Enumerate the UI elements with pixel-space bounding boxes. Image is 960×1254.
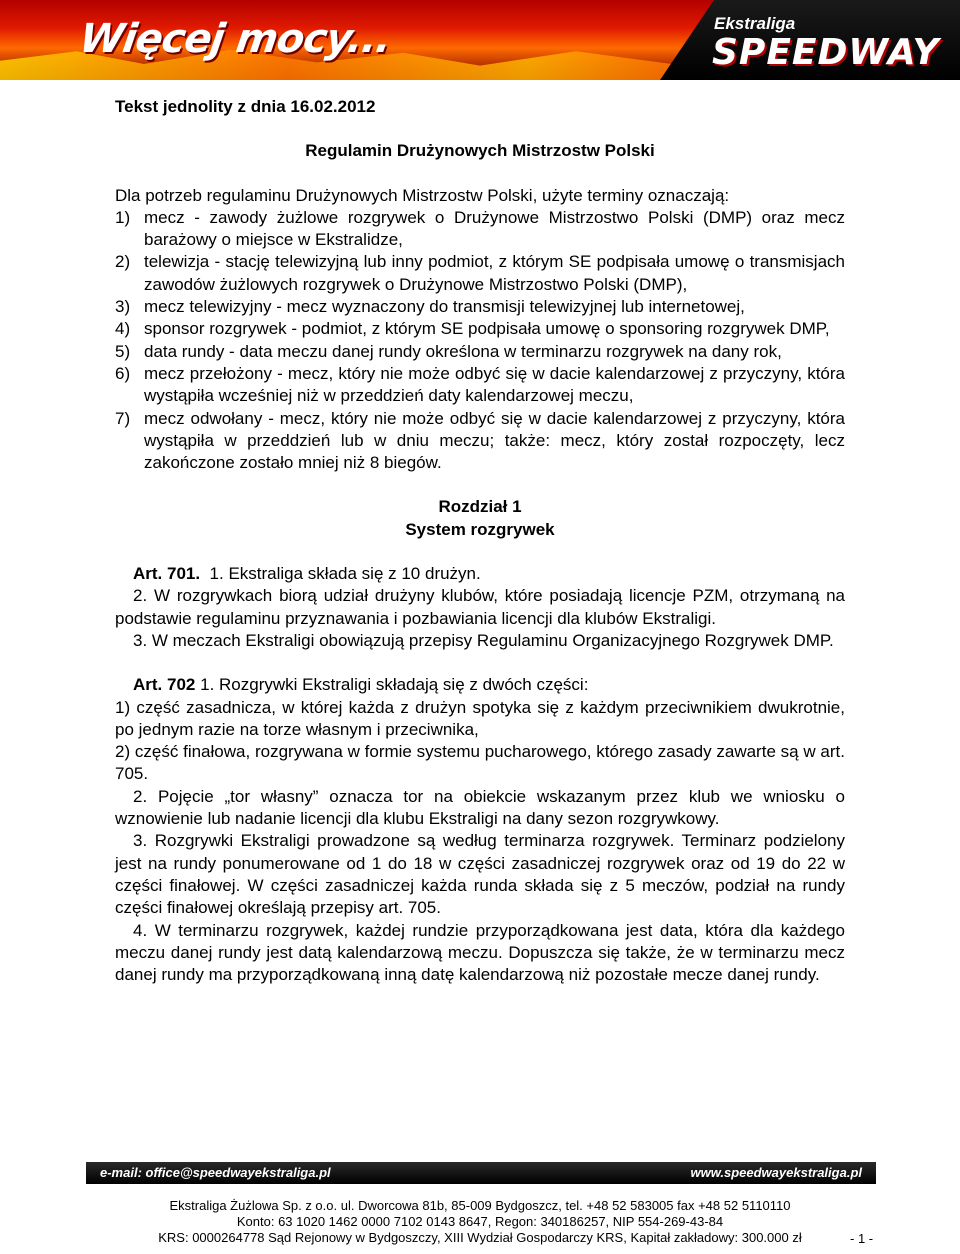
art-702-label: Art. 702 bbox=[133, 675, 196, 695]
art-702-p1 bbox=[115, 674, 845, 696]
definition-text: mecz - zawody żużlowe rozgrywek o Drużynowe Mistrzostwo Polski (DMP) oraz mecz barażowy o miejsce w Ekstralidze, bbox=[144, 207, 845, 250]
definition-item bbox=[115, 207, 845, 252]
definition-number: 3) bbox=[115, 297, 131, 317]
art-701-p1-text: 1. Ekstraliga składa się z 10 drużyn. bbox=[209, 564, 481, 584]
definition-number: 1) bbox=[115, 207, 131, 227]
definition-item bbox=[115, 408, 845, 475]
footer-contact-bar bbox=[86, 1162, 876, 1184]
art-702-p4: 4. W terminarzu rozgrywek, każdej rundzie przyporządkowana jest data, która dla każdego meczu danej rundy jest datą kalendarzową meczu. Dopuszcza się także, że w terminarzu mecz danej rundy ma przyporządkowaną inną datę kalendarzową niż pozostałe mecze danej rundy. bbox=[115, 920, 845, 985]
art-702-list-2: 2) część finałowa, rozgrywana w formie systemu pucharowego, którego zasady zawarte są w art. 705. bbox=[115, 742, 845, 784]
definition-item bbox=[115, 318, 845, 340]
document-title: Regulamin Drużynowych Mistrzostw Polski bbox=[305, 141, 655, 161]
footer-website[interactable]: www.speedwayekstraliga.pl bbox=[690, 1165, 862, 1180]
definition-text: mecz przełożony - mecz, który nie może odbyć się w dacie kalendarzowej z przyczyny, która wystąpiła wcześniej niż w przeddzień daty kalendarzowej meczu, bbox=[144, 363, 845, 406]
footer-bank: Konto: 63 1020 1462 0000 7102 0143 8647, Regon: 340186257, NIP 554-269-43-84 bbox=[236, 1214, 724, 1229]
art-701-p1 bbox=[115, 563, 845, 585]
definition-number: 7) bbox=[115, 408, 131, 428]
chapter-label: Rozdział 1 bbox=[438, 497, 522, 517]
definition-text: mecz telewizyjny - mecz wyznaczony do transmisji telewizyjnej lub internetowej, bbox=[144, 297, 745, 317]
chapter-heading bbox=[115, 496, 845, 541]
definition-text: sponsor rozgrywek - podmiot, z którym SE podpisała umowę o sponsoring rozgrywek DMP, bbox=[144, 319, 830, 339]
definition-number: 5) bbox=[115, 341, 131, 361]
art-702-p2: 2. Pojęcie „tor własny” oznacza tor na obiekcie wskazanym przez klub we wniosku o wznowienie lub nadanie licencji dla klubu Ekstraligi na dany sezon rozgrywkowy. bbox=[115, 786, 845, 829]
header-banner bbox=[0, 0, 960, 80]
art-702-p1-text: 1. Rozgrywki Ekstraligi składają się z dwóch części: bbox=[200, 675, 589, 695]
logo-ekstraliga: Ekstraliga bbox=[714, 14, 796, 33]
definition-item bbox=[115, 251, 845, 296]
date-line: Tekst jednolity z dnia 16.02.2012 bbox=[115, 97, 376, 116]
logo-speedway: SPEEDWAY bbox=[712, 32, 940, 73]
definition-item bbox=[115, 363, 845, 408]
definition-item bbox=[115, 341, 845, 363]
art-702-list-1: 1) część zasadnicza, w której każda z drużyn spotyka się z każdym przeciwnikiem dwukrotnie, po jednym razie na torze własnym i przeciwnika, bbox=[115, 697, 845, 739]
footer-company-info bbox=[0, 1198, 960, 1246]
footer-registry: KRS: 0000264778 Sąd Rejonowy w Bydgoszczy, XIII Wydział Gospodarczy KRS, Kapitał zakładowy: 300.000 zł bbox=[158, 1230, 802, 1245]
art-701-p2: 2. W rozgrywkach biorą udział drużyny klubów, które posiadają licencje PZM, otrzymaną na podstawie regulaminu przyznawania i pozbawiania licencji dla klubów Ekstraligi. bbox=[115, 586, 845, 628]
document-body bbox=[115, 96, 845, 986]
art-701-label: Art. 701. bbox=[133, 564, 201, 584]
page-number: - 1 - bbox=[850, 1231, 874, 1246]
chapter-title: System rozgrywek bbox=[405, 519, 555, 539]
definition-number: 2) bbox=[115, 252, 131, 272]
banner-slogan: Więcej mocy... bbox=[76, 16, 394, 62]
art-701-p3: 3. W meczach Ekstraligi obowiązują przepisy Regulaminu Organizacyjnego Rozgrywek DMP. bbox=[133, 630, 834, 650]
definition-number: 6) bbox=[115, 363, 131, 383]
intro-paragraph: Dla potrzeb regulaminu Drużynowych Mistrzostw Polski, użyte terminy oznaczają: bbox=[115, 185, 730, 205]
definitions-list bbox=[115, 207, 845, 475]
definition-text: telewizja - stację telewizyjną lub inny podmiot, z którym SE podpisała umowę o transmisjach zawodów żużlowych rozgrywek o Drużynowe Mistrzostwo Polski (DMP), bbox=[144, 252, 845, 294]
art-702-p3: 3. Rozgrywki Ekstraligi prowadzone są według terminarza rozgrywek. Terminarz podzielony jest na rundy ponumerowane od 1 do 18 w części zasadniczej rozgrywek oraz od 19 do 22 w części finałowej. W części zasadniczej każda runda składa się z 5 meczów, podział na rundy części finałowej określają przepisy art. 705. bbox=[115, 831, 845, 918]
footer-email[interactable]: e-mail: office@speedwayekstraliga.pl bbox=[100, 1165, 331, 1180]
definition-number: 4) bbox=[115, 319, 131, 339]
definition-text: mecz odwołany - mecz, który nie może odbyć się w dacie kalendarzowej z przyczyny, która wystąpiła w przeddzień lub w dniu meczu; także: mecz, który został rozpoczęty, lecz zakończone zostało mniej niż 8 biegów. bbox=[144, 408, 845, 473]
definition-text: data rundy - data meczu danej rundy określona w terminarzu rozgrywek na dany rok, bbox=[144, 341, 782, 361]
definition-item bbox=[115, 296, 845, 318]
footer-address: Ekstraliga Żużlowa Sp. z o.o. ul. Dworcowa 81b, 85-009 Bydgoszcz, tel. +48 52 583005 fax +48 52 5110110 bbox=[169, 1198, 791, 1213]
